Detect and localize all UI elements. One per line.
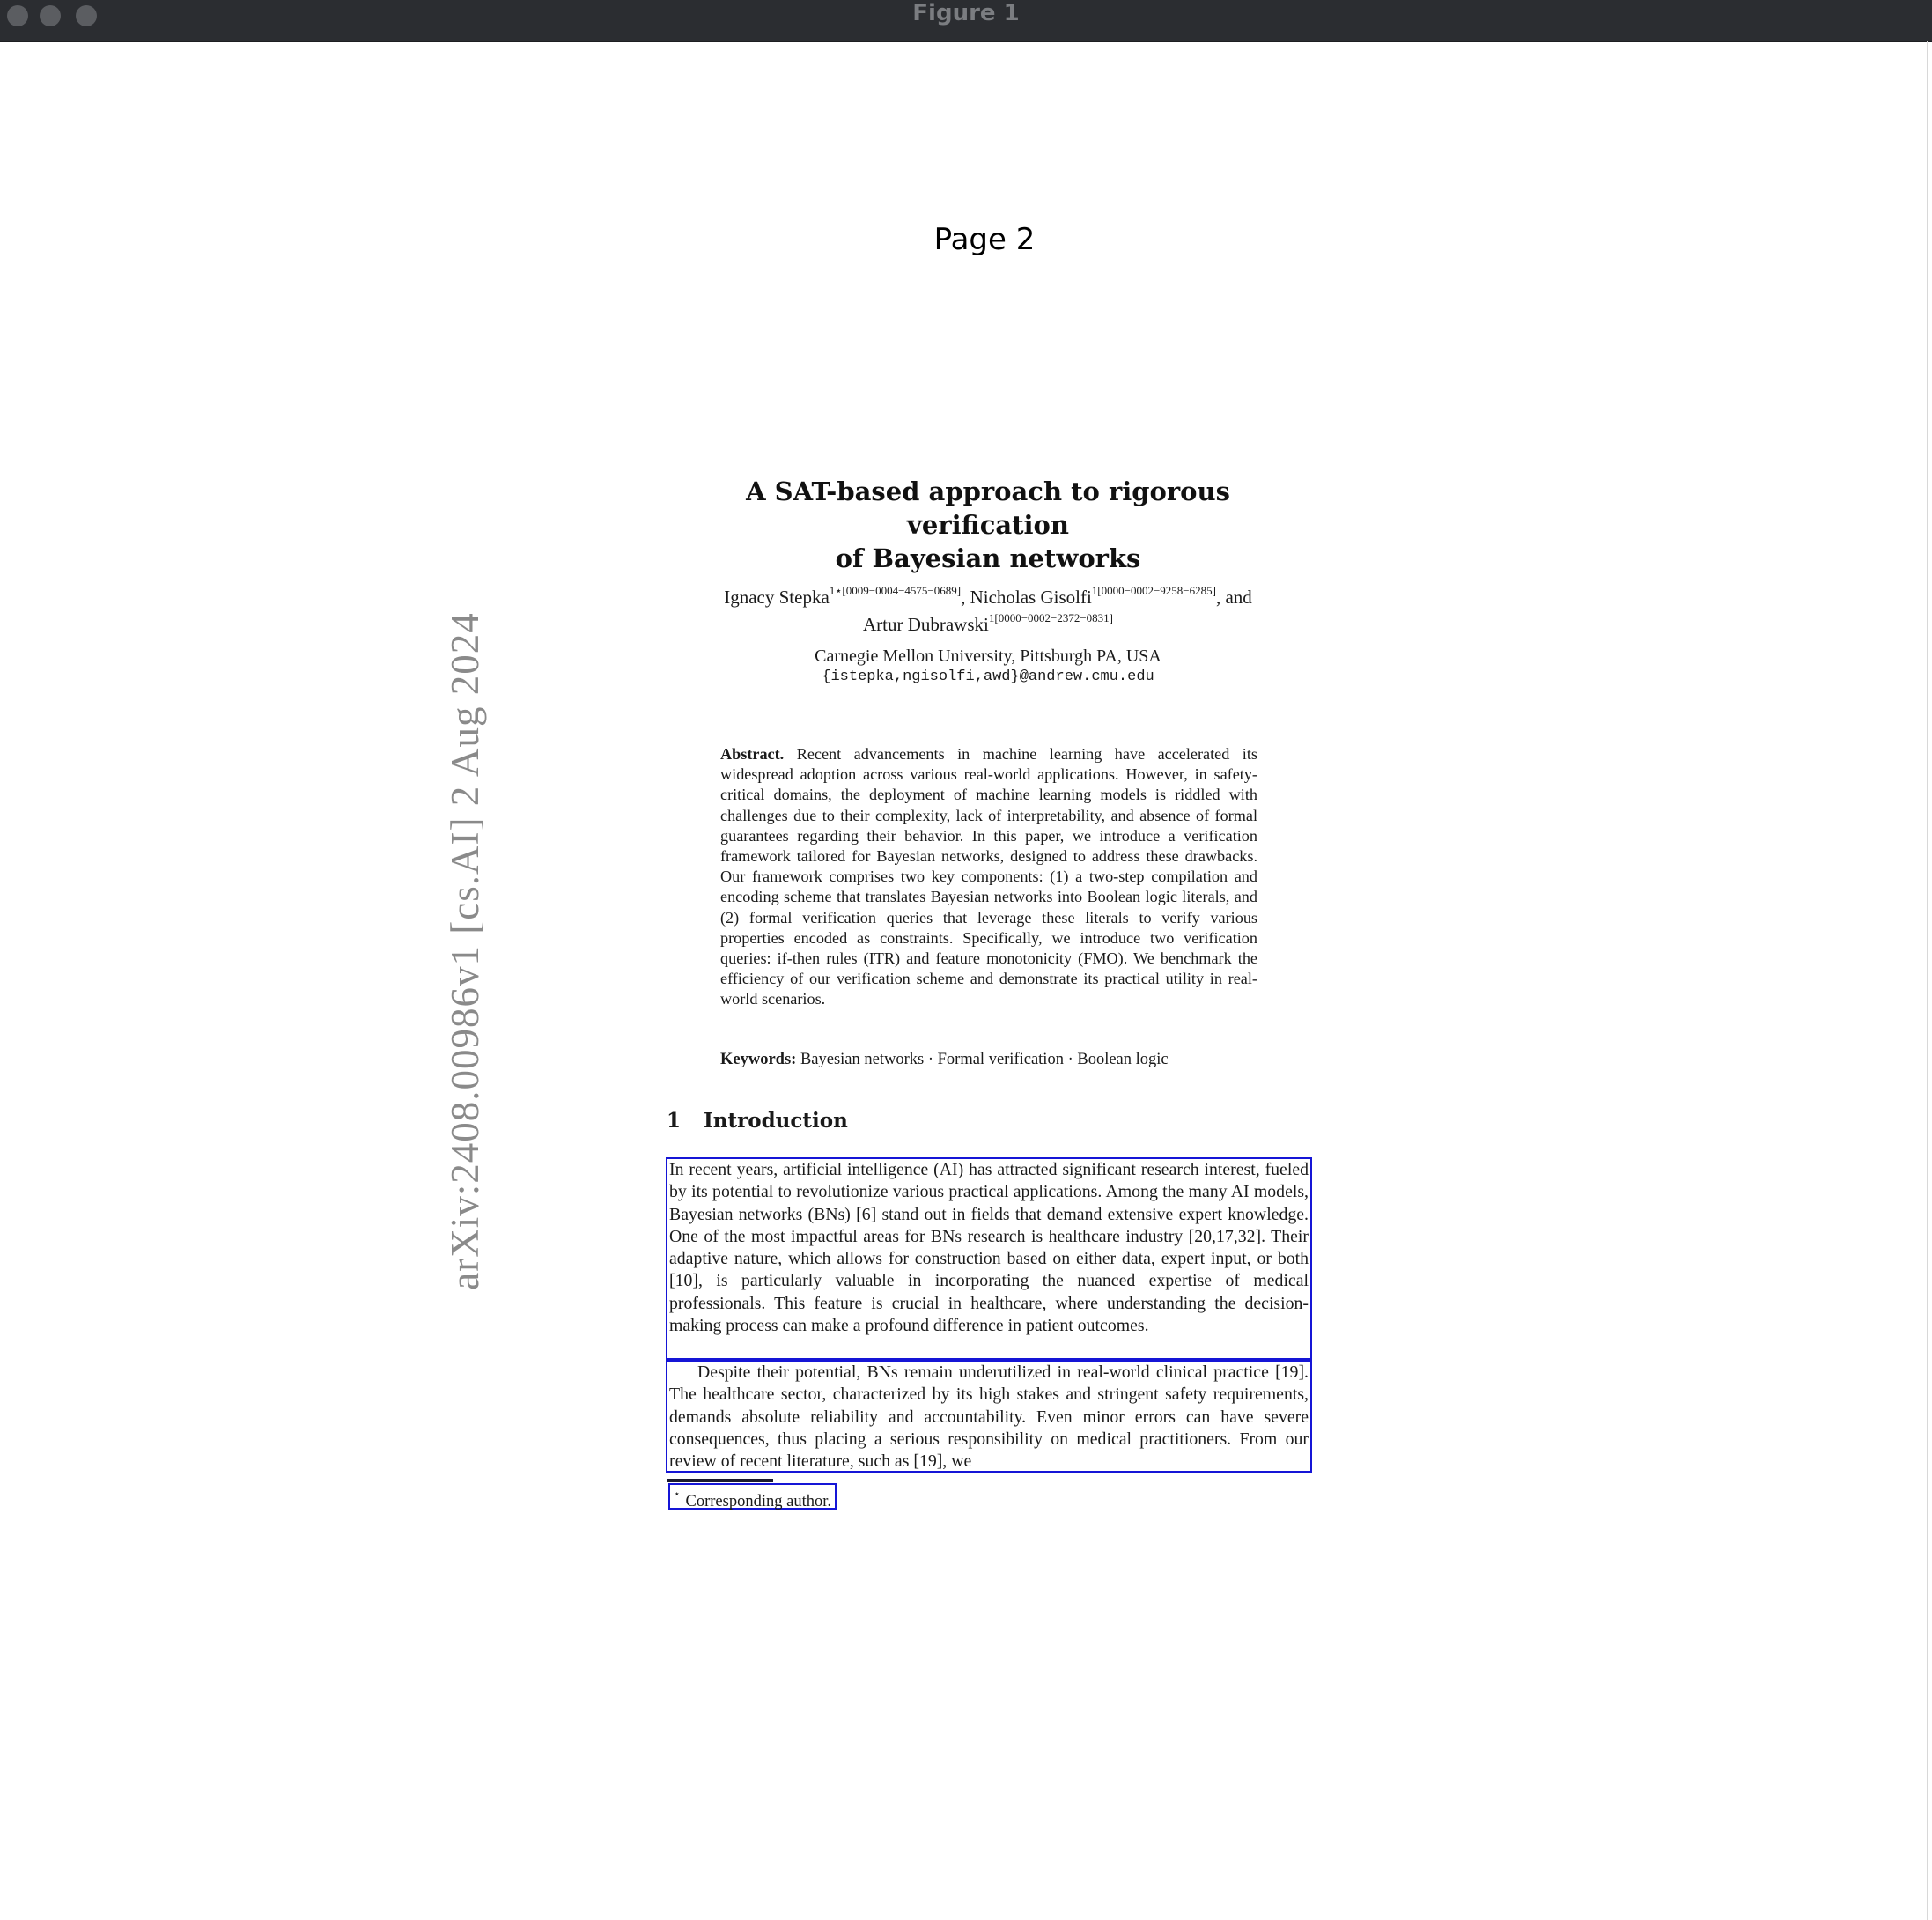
author-orcid: 1[0000−0002−9258−6285]: [1091, 584, 1216, 597]
abstract-text: Recent advancements in machine learning have accelerated its widespread adoption across various real-world applications. However, in safety-critical domains, the deployment of machine learning models is riddled with challenges due to their complexity, lack of interpretability, and absence of formal guarantees regarding their behavior. In this paper, we introduce a verification framework tailored for Bayesian networks, designed to address these drawbacks. Our framework comprises two key components: (1) a two-step compilation and encoding scheme that translates Bayesian networks into Boolean logic literals, and (2) formal verification queries that leverage these literals to verify various properties encoded as constraints. Specifically, we introduce two verification queries: if-then rules (ITR) and feature monotonicity (FMO). We benchmark the efficiency of our verification scheme and demonstrate its practical utility in real-world scenarios.: [720, 745, 1257, 1008]
author-name: Nicholas Gisolfi: [970, 587, 1092, 608]
affiliation: Carnegie Mellon University, Pittsburgh PA, USA: [815, 646, 1161, 666]
abstract-label: Abstract.: [720, 745, 785, 763]
author-name: Ignacy Stepka: [724, 587, 830, 608]
authors-line-1: [660, 581, 1316, 609]
section-title: Introduction: [704, 1109, 848, 1133]
author-orcid: 1[0000−0002−2372−0831]: [988, 611, 1114, 624]
abstract: [720, 744, 1257, 1010]
section-heading: [667, 1108, 848, 1134]
page-edge-divider: [1927, 41, 1928, 1920]
footnote-rule: [667, 1479, 773, 1482]
page-label: Page 2: [933, 222, 1036, 257]
author-separator: , and: [1215, 587, 1252, 608]
keywords: [720, 1049, 1266, 1070]
window-titlebar: [0, 0, 1932, 42]
footnote-mark: ⋆: [674, 1488, 681, 1500]
author-emails: {istepka,ngisolfi,awd}@andrew.cmu.edu: [822, 668, 1154, 685]
keywords-label: Keywords:: [720, 1051, 797, 1068]
keywords-text: Bayesian networks · Formal verification · Boolean logic: [800, 1051, 1169, 1068]
arxiv-stamp: arXiv:2408.00986v1 [cs.AI] 2 Aug 2024: [443, 612, 487, 1290]
title-line-1: A SAT-based approach to rigorous verification: [746, 476, 1230, 540]
authors-line-2: [660, 609, 1316, 636]
author-list: [660, 581, 1316, 636]
paper-title: [669, 475, 1307, 575]
author-orcid: 1⋆[0009−0004−4575−0689]: [829, 584, 962, 597]
window-title: Figure 1: [912, 0, 1020, 26]
footnote-text: Corresponding author.: [685, 1493, 831, 1511]
title-line-2: of Bayesian networks: [835, 543, 1141, 573]
intro-paragraph-2[interactable]: Despite their potential, BNs remain underutilized in real-world clinical practice [19]. The healthcare sector, characterized by its high stakes and stringent safety requirements, demands absolute reliability and accountability. Even minor errors can have severe consequences, thus placing a serious responsibility on medical practitioners. From our review of recent literature, such as [19], we: [666, 1360, 1312, 1473]
author-separator: ,: [961, 587, 970, 608]
footnote[interactable]: [668, 1483, 837, 1510]
intro-paragraph-1[interactable]: In recent years, artificial intelligence (AI) has attracted significant research interest, fueled by its potential to revolutionize various practical applications. Among the many AI models, Bayesian networks (BNs) [6] stand out in fields that demand extensive expert knowledge. One of the most impactful areas for BNs research is healthcare industry [20,17,32]. Their adaptive nature, which allows for construction based on either data, expert input, or both [10], is particularly valuable in incorporating the nuanced expertise of medical professionals. This feature is crucial in healthcare, where understanding the decision-making process can make a profound difference in patient outcomes.: [666, 1157, 1312, 1360]
author-name: Artur Dubrawski: [862, 614, 989, 635]
section-number: 1: [667, 1109, 682, 1133]
